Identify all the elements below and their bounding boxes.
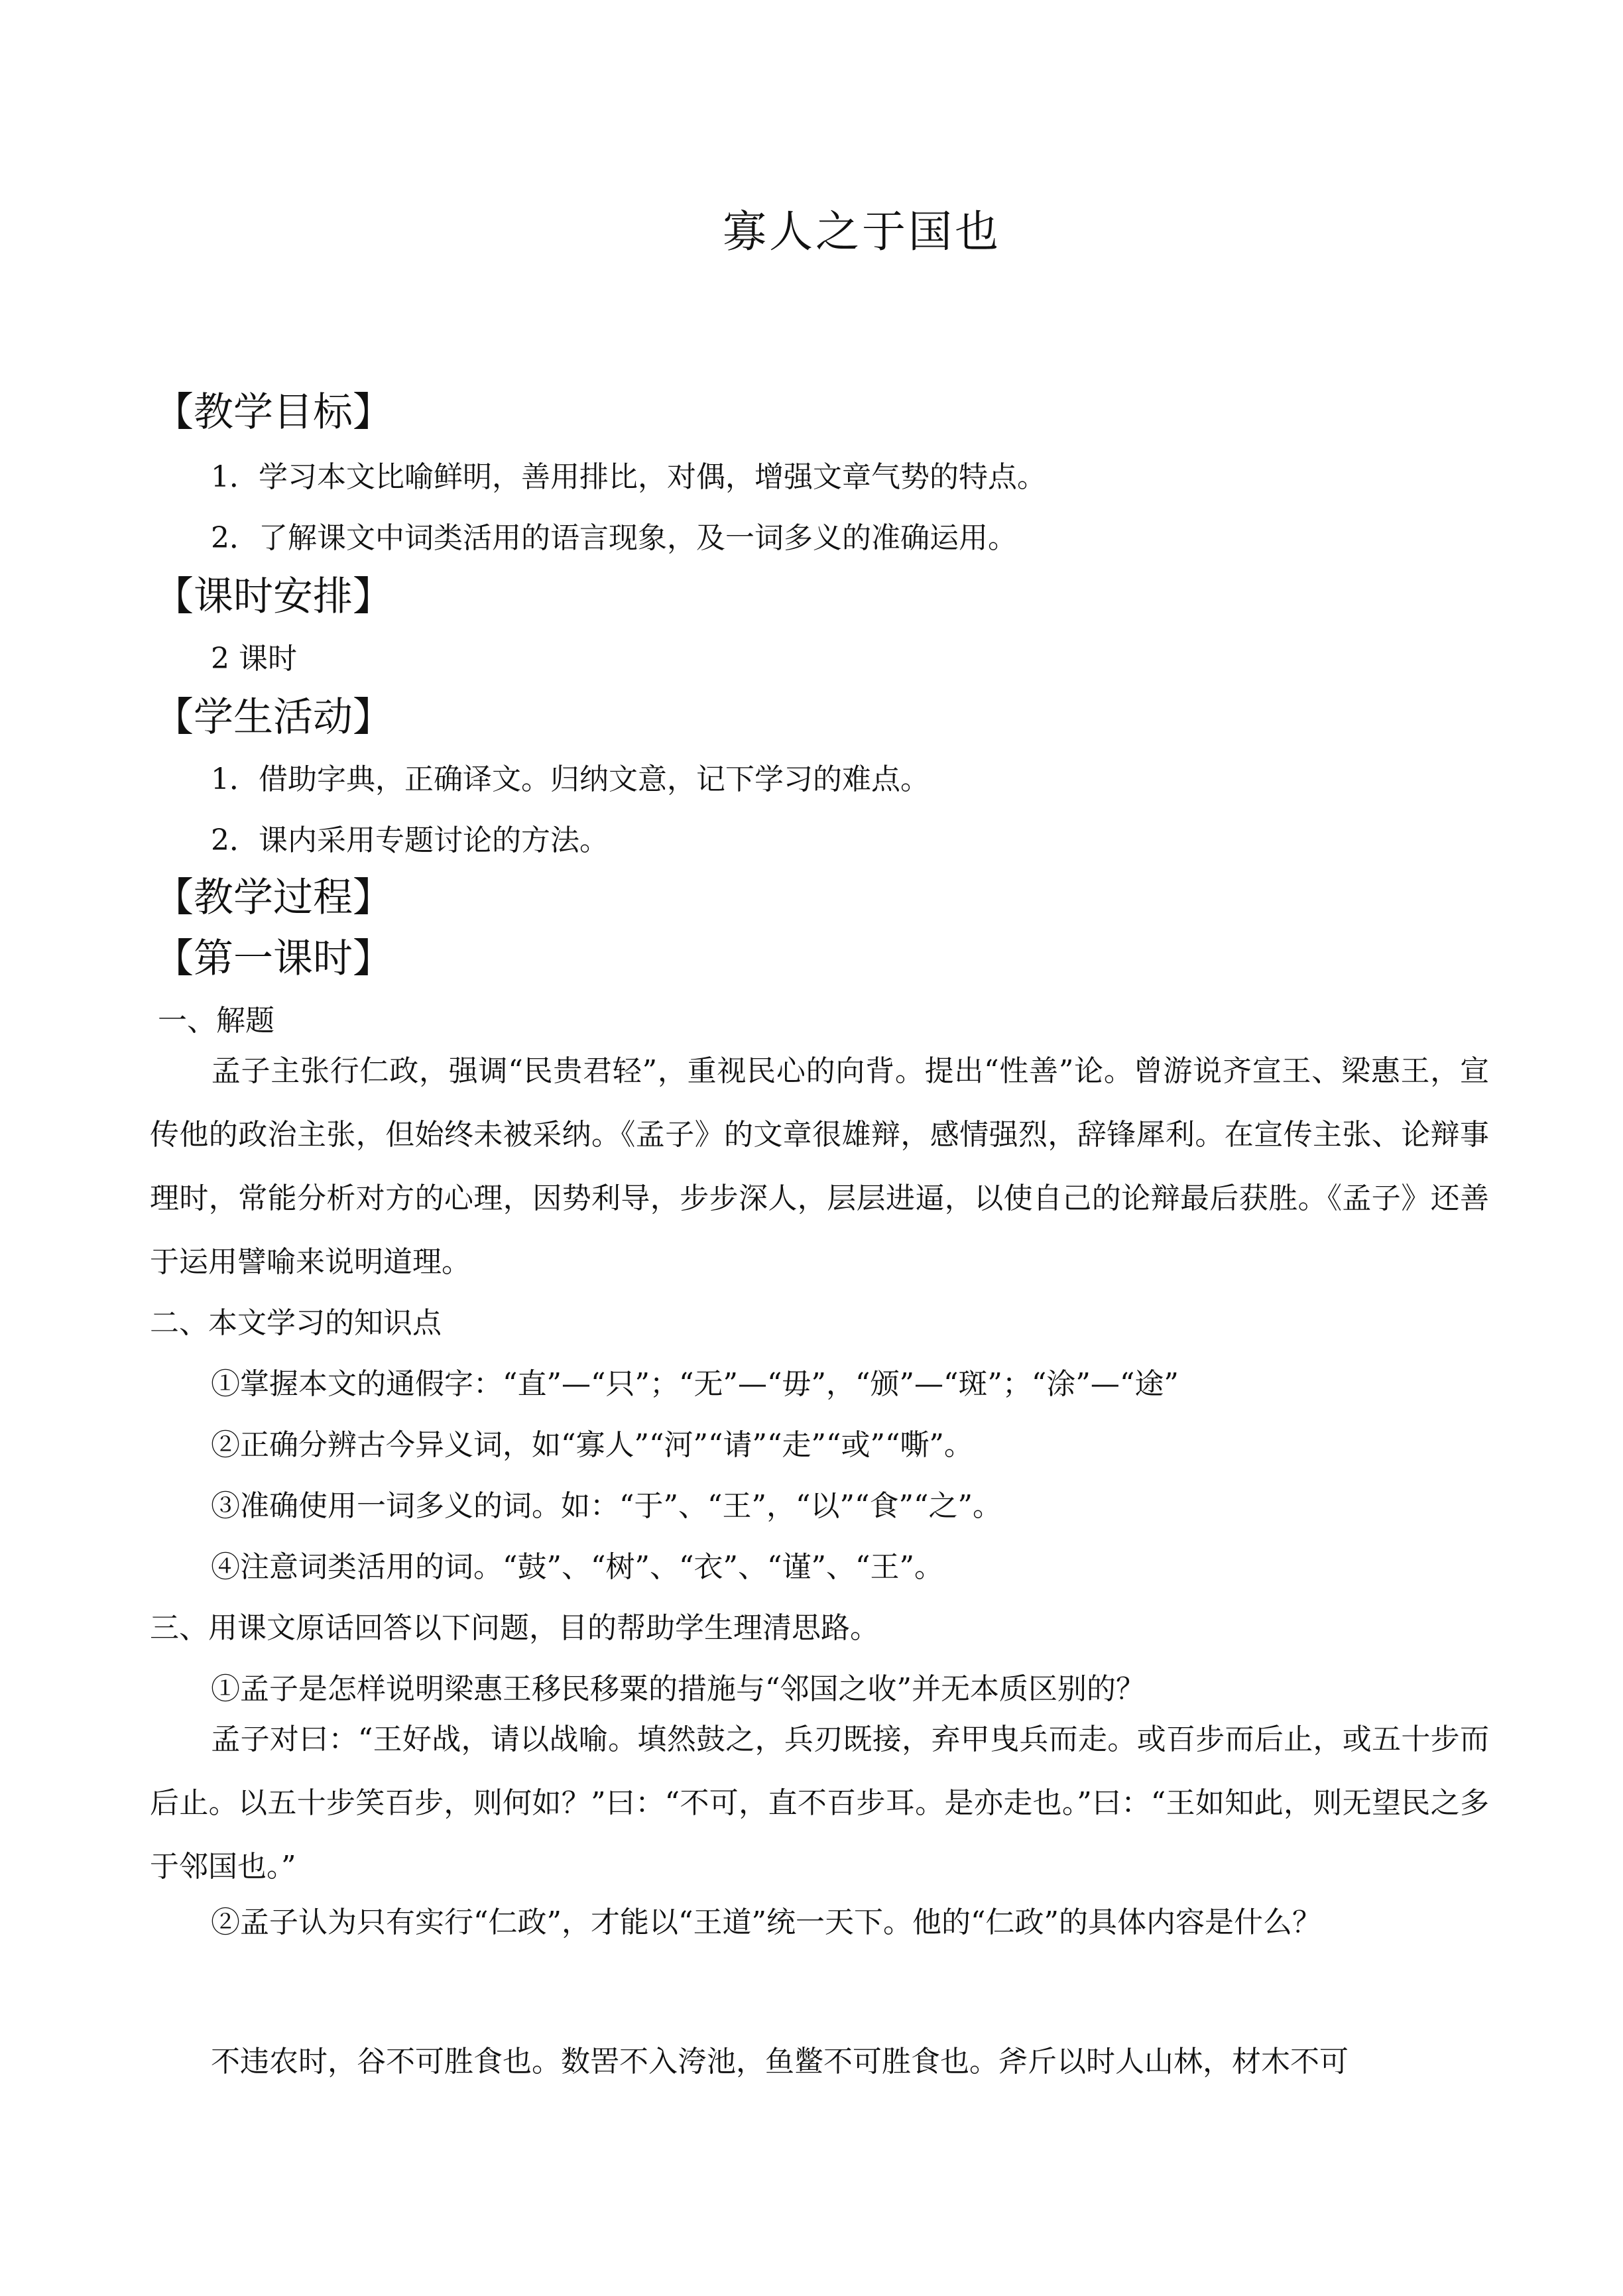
part1-title: 一、解题 bbox=[158, 1004, 274, 1038]
question-2 bbox=[150, 1891, 1489, 1955]
answer-1-text: 孟子对曰：“王好战，请以战喻。填然鼓之，兵刃既接，弃甲曳兵而走。或百步而后止，或五十步而后止。以五十步笑百步，则何如？”曰：“不可，直不百步耳。是亦走也。”曰：“王如知此，则无望民之多于邻国也。” bbox=[150, 1722, 1489, 1884]
section-heading-schedule: 【课时安排】 bbox=[154, 574, 392, 620]
knowledge-item: ④注意词类活用的词。“鼓”、“树”、“衣”、“谨”、“王”。 bbox=[211, 1550, 943, 1584]
schedule-text: 2 课时 bbox=[211, 642, 297, 676]
section-heading-activities: 【学生活动】 bbox=[154, 694, 392, 741]
section-heading-process: 【教学过程】 bbox=[154, 875, 392, 921]
knowledge-item: ①掌握本文的通假字：“直”—“只”；“无”—“毋”，“颁”—“斑”；“涂”—“途” bbox=[211, 1367, 1179, 1401]
answer-1 bbox=[150, 1708, 1489, 1899]
question-2-text: ②孟子认为只有实行“仁政”，才能以“王道”统一天下。他的“仁政”的具体内容是什么？ bbox=[211, 1905, 1321, 1939]
section-heading-lesson1: 【第一课时】 bbox=[154, 936, 392, 982]
section-heading-goals: 【教学目标】 bbox=[154, 389, 392, 436]
answer-2: 不违农时，谷不可胜食也。数罟不入洿池，鱼鳖不可胜食也。斧斤以时人山林，材木不可 bbox=[211, 2045, 1349, 2079]
activity-item: 2．课内采用专题讨论的方法。 bbox=[211, 823, 609, 857]
goal-item: 2．了解课文中词类活用的语言现象，及一词多义的准确运用。 bbox=[211, 521, 1017, 555]
page-title: 寡人之于国也 bbox=[723, 206, 1001, 257]
question-1: ①孟子是怎样说明梁惠王移民移粟的措施与“邻国之收”并无本质区别的？ bbox=[211, 1672, 1145, 1706]
part1-paragraph bbox=[150, 1040, 1489, 1294]
part1-paragraph-text: 孟子主张行仁政，强调“民贵君轻”，重视民心的向背。提出“性善”论。曾游说齐宣王、梁惠王，宣传他的政治主张，但始终未被采纳。《孟子》的文章很雄辩，感情强烈，辞锋犀利。在宣传主张、论辩事理时，常能分析对方的心理，因势利导，步步深人，层层进逼，以使自己的论辩最后获胜。《孟子》还善于运用譬喻来说明道理。 bbox=[150, 1054, 1489, 1279]
knowledge-item: ②正确分辨古今异义词，如“寡人”“河”“请”“走”“或”“嘶”。 bbox=[211, 1428, 973, 1462]
goal-item: 1．学习本文比喻鲜明，善用排比，对偶，增强文章气势的特点。 bbox=[211, 460, 1046, 494]
activity-item: 1．借助字典，正确译文。归纳文意，记下学习的难点。 bbox=[211, 762, 930, 796]
part2-title: 二、本文学习的知识点 bbox=[150, 1306, 442, 1340]
knowledge-item: ③准确使用一词多义的词。如：“于”、“王”，“以”“食”“之”。 bbox=[211, 1489, 1002, 1523]
part3-title: 三、用课文原话回答以下问题，目的帮助学生理清思路。 bbox=[150, 1611, 879, 1645]
